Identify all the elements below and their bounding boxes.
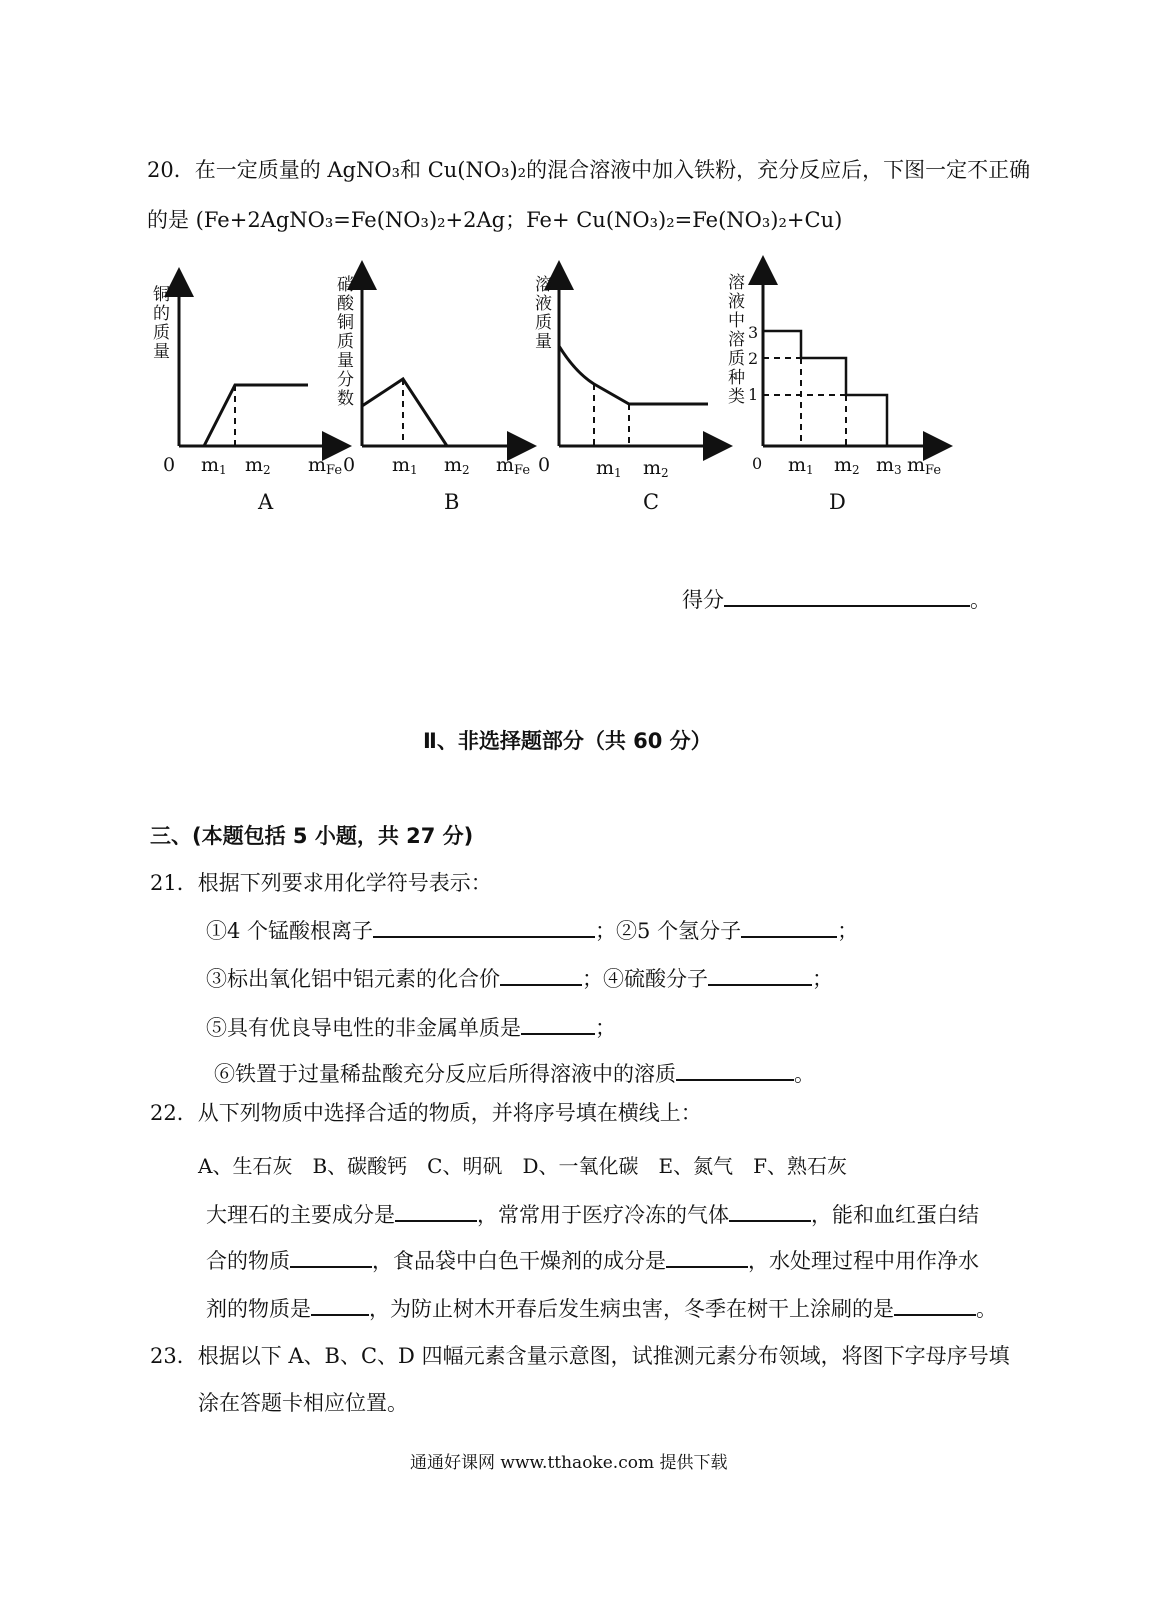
q21-blank-1[interactable] <box>373 914 595 938</box>
chart-b-xlabel: mFe <box>496 454 531 478</box>
q21-blank-4[interactable] <box>708 962 812 986</box>
q23-line2: 涂在答题卡相应位置。 <box>198 1391 408 1415</box>
chart-c-tick-m2: m2 <box>643 457 669 480</box>
q21-line3: ⑤具有优良导电性的非金属单质是 ； <box>206 1011 616 1042</box>
chart-d-ytick-2: 2 <box>748 349 759 368</box>
q22-title: 22．从下列物质中选择合适的物质，并将序号填在横线上： <box>150 1101 702 1125</box>
q22-line3: 剂的物质是 ，为防止树木开春后发生病虫害，冬季在树干上涂刷的是 。 <box>206 1292 997 1323</box>
part3-title: 三、(本题包括 5 小题，共 27 分) <box>150 824 474 848</box>
score-row <box>682 583 991 614</box>
q21-line4: ⑥铁置于过量稀盐酸充分反应后所得溶液中的溶质 。 <box>214 1057 815 1088</box>
chart-b-ylabel: 硝 酸 铜 质 量 分 数 <box>337 275 354 409</box>
chart-d-tick-m1: m1 <box>788 454 814 477</box>
q22-blank-2[interactable] <box>729 1198 811 1222</box>
chart-a <box>153 282 342 514</box>
q21-blank-6[interactable] <box>676 1057 794 1081</box>
q22-blank-5[interactable] <box>311 1292 369 1316</box>
chart-b-tick-m2: m2 <box>444 454 470 477</box>
q22-line1: 大理石的主要成分是 ，常常用于医疗冷冻的气体 ，能和血红蛋白结 <box>206 1198 979 1229</box>
chart-a-tick-m2: m2 <box>245 454 271 477</box>
q21-blank-3[interactable] <box>500 962 582 986</box>
chart-a-tick-m1: m1 <box>201 454 227 477</box>
q21-blank-2[interactable] <box>741 914 837 938</box>
q22-blank-3[interactable] <box>290 1244 372 1268</box>
chart-a-line <box>204 385 308 446</box>
q20-charts <box>0 0 1163 560</box>
chart-d-xlabel: mFe <box>907 454 942 478</box>
score-label: 得分 <box>682 588 724 613</box>
q22-blank-1[interactable] <box>395 1198 477 1222</box>
q21-title: 21．根据下列要求用化学符号表示： <box>150 871 492 895</box>
q22-options: A、生石灰 B、碳酸钙 C、明矾 D、一氧化碳 E、氮气 F、熟石灰 <box>198 1154 847 1178</box>
q21-line2: ③标出氧化铝中铝元素的化合价 ；④硫酸分子 ； <box>206 962 833 993</box>
q22-blank-4[interactable] <box>666 1244 748 1268</box>
chart-b-label: B <box>444 490 460 514</box>
chart-c <box>535 275 718 514</box>
chart-b <box>337 275 530 514</box>
chart-a-xlabel: mFe <box>308 454 343 478</box>
chart-a-label: A <box>258 490 274 514</box>
chart-b-tick-0: 0 <box>343 454 356 476</box>
chart-c-tick-m1: m1 <box>596 457 622 480</box>
score-end: 。 <box>970 588 991 613</box>
chart-d-ylabel: 溶 液 中 溶 质 种 类 <box>728 273 745 407</box>
chart-c-line <box>559 346 708 404</box>
chart-d-label: D <box>829 490 846 514</box>
section2-title: Ⅱ、非选择题部分（共 60 分） <box>423 729 712 753</box>
chart-d-ytick-1: 1 <box>748 385 759 404</box>
q20-line1: 20．在一定质量的 AgNO₃和 Cu(NO₃)₂的混合溶液中加入铁粉，充分反应后，下图一定不正确 <box>147 158 1031 182</box>
chart-d-tick-m2: m2 <box>834 454 860 477</box>
chart-b-line <box>362 379 447 446</box>
chart-a-tick-0: 0 <box>163 454 176 476</box>
q20-line2: 的是 (Fe+2AgNO₃=Fe(NO₃)₂+2Ag；Fe+ Cu(NO₃)₂=Fe(NO₃)₂+Cu) <box>147 208 843 232</box>
chart-c-label: C <box>643 490 660 514</box>
chart-b-tick-m1: m1 <box>392 454 418 477</box>
footer: 通通好课网 www.tthaoke.com 提供下载 <box>410 1453 728 1473</box>
q22-blank-6[interactable] <box>894 1292 976 1316</box>
q21-blank-5[interactable] <box>521 1011 595 1035</box>
chart-d-steps <box>763 331 887 446</box>
chart-d <box>728 270 941 514</box>
chart-d-tick-m3: m3 <box>876 454 902 477</box>
chart-c-tick-0: 0 <box>538 454 551 476</box>
score-blank[interactable] <box>724 583 970 607</box>
chart-d-ytick-3: 3 <box>748 323 759 342</box>
chart-c-ylabel: 溶 液 质 量 <box>535 275 552 352</box>
chart-d-tick-0: 0 <box>752 454 763 473</box>
q23-line1: 23．根据以下 A、B、C、D 四幅元素含量示意图，试推测元素分布领域，将图下字母序号填 <box>150 1344 1010 1368</box>
chart-a-ylabel: 铜 的 质 量 <box>153 285 170 362</box>
q21-line1: ①4 个锰酸根离子 ；②5 个氢分子 ； <box>206 914 858 945</box>
q22-line2: 合的物质 ，食品袋中白色干燥剂的成分是 ，水处理过程中用作净水 <box>206 1244 979 1275</box>
